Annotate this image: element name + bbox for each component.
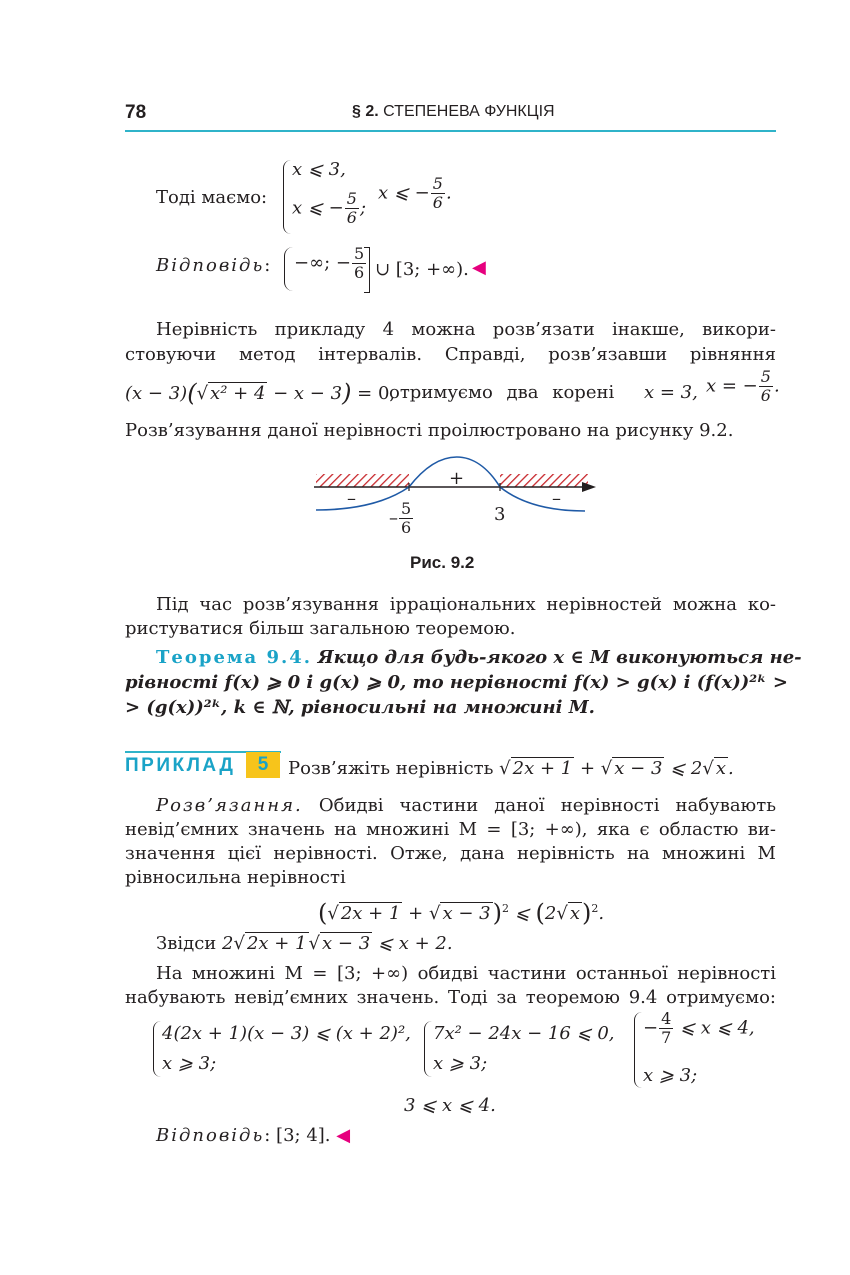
answer-interval: −∞; − $\frac{5}{6}$ bbox=[294, 244, 365, 282]
figure-minus-left: – bbox=[347, 488, 356, 509]
system2-line2: x ⩾ 3; bbox=[433, 1053, 488, 1074]
figure-minus-right: – bbox=[552, 488, 561, 509]
system-line-2: x ⩽ − $\frac{5}{6}$ ; bbox=[292, 189, 367, 227]
section-title: СТЕПЕНЕВА ФУНКЦІЯ bbox=[383, 103, 555, 120]
solution-line1: Розв’язання. Обидві частини даної нерівності набувають bbox=[156, 795, 776, 816]
theorem-label: Теорема 9.4. bbox=[156, 647, 313, 668]
solution-line4: рівносильна нерівності bbox=[125, 867, 346, 888]
answer-bracket-right bbox=[364, 247, 370, 293]
para1-line4: Розв’язування даної нерівності проілюстровано на рисунку 9.2. bbox=[125, 420, 734, 441]
axis-arrow-icon bbox=[582, 482, 596, 492]
final-end-marker-icon: ◀ bbox=[336, 1125, 351, 1146]
root-2: x = − $\frac{5}{6}$ . bbox=[706, 367, 780, 405]
para1-line2: стовуючи метод інтервалів. Справді, розв’язавши рівняння bbox=[125, 344, 776, 365]
answer-line: Відповідь: bbox=[156, 255, 271, 276]
system1-line2: x ⩾ 3; bbox=[162, 1053, 217, 1074]
end-marker-icon: ◀ bbox=[472, 257, 486, 278]
system1-brace bbox=[153, 1021, 161, 1077]
example-label: ПРИКЛАД bbox=[125, 755, 236, 776]
root-1: x = 3, bbox=[644, 382, 698, 403]
system-result: x ⩽ − $\frac{5}{6}$ . bbox=[378, 174, 452, 212]
solution-line5: На множині M = [3; +∞) обидві частини останньої нерівності bbox=[156, 963, 776, 984]
theorem-line1: Теорема 9.4. Якщо для будь-якого x ∈ M виконуються не- bbox=[156, 647, 802, 668]
answer-union: ∪ [3; +∞). bbox=[375, 259, 469, 280]
para1-equation: (x − 3)(√ x² + 4 − x − 3) = 0, bbox=[125, 379, 396, 407]
para2-line2: ристуватися більш загальною теоремою. bbox=[125, 618, 516, 639]
example-task: Розв’яжіть нерівність √ 2x + 1 + √ x − 3 ⩽ 2√ x . bbox=[288, 758, 734, 779]
theorem-line3: > (g(x))²ᵏ, k ∈ ℕ, рівносильні на множині M. bbox=[125, 697, 595, 718]
final-result: 3 ⩽ x ⩽ 4. bbox=[404, 1095, 496, 1116]
answer-paren-left bbox=[284, 247, 293, 291]
answer-label: Відповідь bbox=[156, 255, 265, 276]
figure-label-left: – $\frac{5}{6}$ bbox=[389, 499, 412, 537]
solution-label: Розв’язання. bbox=[156, 795, 303, 816]
page-number: 78 bbox=[125, 102, 147, 123]
system-line-1: x ⩽ 3, bbox=[292, 159, 346, 180]
header-rule bbox=[125, 130, 776, 132]
system3-line1: − $\frac{4}{7}$ ⩽ x ⩽ 4, bbox=[643, 1009, 755, 1047]
final-answer-label: Відповідь bbox=[156, 1125, 265, 1146]
system3-brace bbox=[634, 1012, 642, 1088]
system2-line1: 7x² − 24x − 16 ⩽ 0, bbox=[433, 1023, 615, 1044]
para1-eq-text: отримуємо два корені bbox=[389, 382, 615, 403]
zvidsy-line: Звідси 2√ 2x + 1 √ x − 3 ⩽ x + 2. bbox=[156, 933, 453, 954]
para2-line1: Під час розв’язування ірраціональних нерівностей можна ко- bbox=[156, 594, 776, 615]
system1-line1: 4(2x + 1)(x − 3) ⩽ (x + 2)², bbox=[162, 1023, 411, 1044]
hatch-left bbox=[316, 474, 409, 487]
system-brace bbox=[283, 160, 291, 234]
todi-label: Тоді маємо: bbox=[156, 187, 268, 208]
solution-line2: невід’ємних значень на множині M = [3; +∞), яка є областю ви- bbox=[125, 819, 776, 840]
running-header bbox=[352, 103, 555, 121]
system3-line2: x ⩾ 3; bbox=[643, 1065, 698, 1086]
hatch-right bbox=[500, 474, 588, 487]
theorem-line2: рівності f(x) ⩾ 0 і g(x) ⩾ 0, то нерівності f(x) > g(x) і (f(x))²ᵏ > bbox=[125, 672, 788, 693]
figure-plus-sign: + bbox=[449, 468, 465, 489]
solution-line3: значення цієї нерівності. Отже, дана нерівність на множині M bbox=[125, 843, 776, 864]
solution-line6: набувають невід’ємних значень. Тоді за теоремою 9.4 отримуємо: bbox=[125, 987, 776, 1008]
solution-equation: (√ 2x + 1 + √ x − 3)$^2$ ⩽ (2√ x)$^2$. bbox=[318, 899, 605, 927]
figure-caption: Рис. 9.2 bbox=[410, 553, 475, 572]
para1-line1: Нерівність прикладу 4 можна розв’язати інакше, викори- bbox=[156, 319, 776, 340]
section-mark: § 2. bbox=[352, 103, 379, 120]
system2-brace bbox=[424, 1021, 432, 1077]
example-number-badge: 5 bbox=[246, 752, 280, 778]
final-answer: Відповідь: [3; 4]. ◀ bbox=[156, 1125, 351, 1146]
figure-label-right: 3 bbox=[494, 504, 506, 525]
